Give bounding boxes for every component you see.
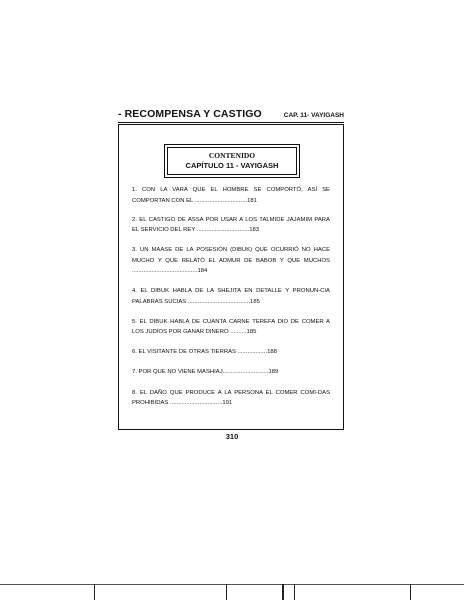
scan-artifact-line bbox=[0, 584, 464, 585]
contents-entry[interactable]: 4. EL DIBUK HABLA DE LA SHEJITA EN DETALLE Y PRONUN-CIA PALABRAS SUCIAS ......................................185 bbox=[132, 288, 330, 305]
page-number: 310 bbox=[225, 432, 239, 441]
contents-entry[interactable]: 3. UN MAASE DE LA POSESIÓN (DIBUK) QUE OCURRIÓ NO HACE MUCHO Y QUE RELATÓ EL ADMUR DE BABOB Y QUE MUCHOS ........................................184 bbox=[132, 247, 330, 275]
scan-artifact-tick bbox=[410, 584, 411, 600]
scan-artifact-tick bbox=[94, 584, 95, 600]
contents-entry[interactable]: 2. EL CASTIGO DE ASSA POR USAR A LOS TALMIDE JAJAMIM PARA EL SERVICIO DEL REY ................................183 bbox=[132, 216, 330, 233]
chapter-label: CAP. 11- VAYIGASH bbox=[283, 112, 344, 119]
contents-entry[interactable]: 8. EL DAÑO QUE PRODUCE A LA PERSONA EL COMER COMI-DAS PROHIBIDAS ................................191 bbox=[132, 389, 330, 407]
contents-heading: CONTENIDO bbox=[208, 151, 256, 160]
contents-box bbox=[118, 124, 344, 430]
contents-entry[interactable]: 1. CON LA VARA QUE EL HOMBRE SE COMPORTÓ, ASÍ SE COMPORTAN CON EL ................................181 bbox=[132, 187, 330, 204]
contents-title-box bbox=[164, 144, 300, 178]
scan-artifact-tick bbox=[282, 584, 284, 600]
section-title: - RECOMPENSA Y CASTIGO bbox=[118, 108, 262, 120]
running-header bbox=[118, 108, 344, 123]
contents-entry[interactable]: 5. EL DIBUK HABLA DE CUANTA CARNE TEREFA DIO DE COMER A LOS JUDÍOS POR GANAR DINERO ..........185 bbox=[132, 318, 330, 336]
contents-title-frame bbox=[167, 147, 297, 175]
scan-artifact-tick bbox=[226, 584, 227, 600]
scan-artifact-tick bbox=[294, 584, 295, 600]
contents-entry[interactable]: 6. EL VISITANTE DE OTRAS TIERRAS ..................188 bbox=[132, 349, 277, 356]
contents-entry[interactable]: 7. POR QUE NO VIENE MASHIAJ............................189 bbox=[132, 369, 279, 376]
chapter-heading: CAPÍTULO 11 - VAYIGASH bbox=[185, 161, 279, 170]
contents-list bbox=[132, 185, 330, 418]
